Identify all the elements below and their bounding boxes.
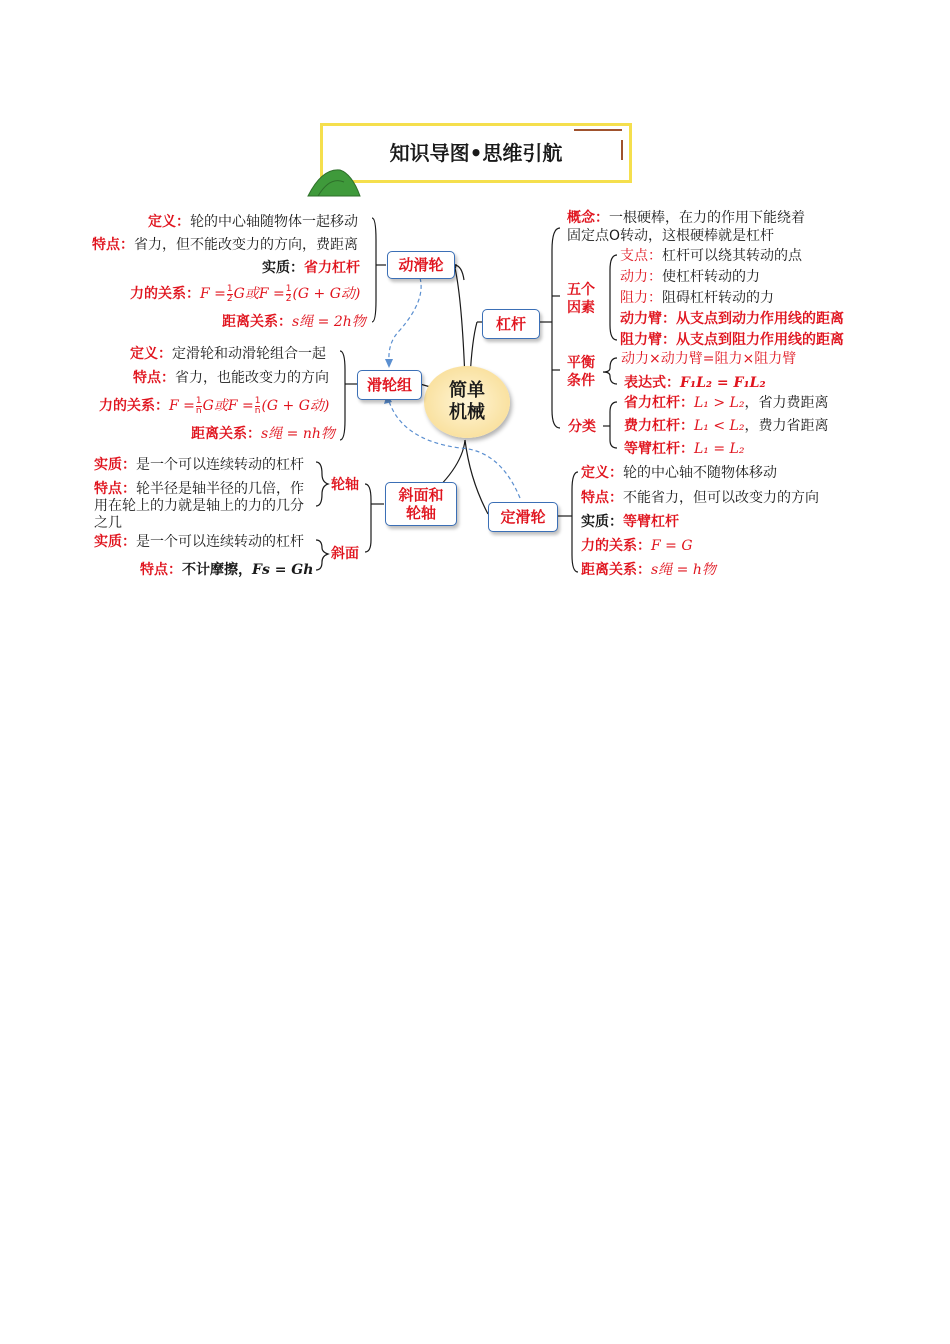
gg-expr-label: 表达式： xyxy=(624,375,680,391)
dong-force-tail: (G + G动) xyxy=(292,286,361,302)
ding-feat-row xyxy=(581,489,819,507)
gg-c1-label: 省力杠杆： xyxy=(624,395,694,411)
xm-ess-text: 是一个可以连续转动的杠杆 xyxy=(136,534,304,550)
node-ding-hua-lun: 定滑轮 xyxy=(488,502,558,532)
ding-ess-text: 等臂杠杆 xyxy=(623,514,679,530)
gg-class-label: 分类 xyxy=(568,419,596,435)
lz-ess-row xyxy=(94,456,304,474)
ding-force-text: F = G xyxy=(651,538,693,554)
lz-feat-row xyxy=(94,480,304,498)
ding-dist-text: s绳 = h物 xyxy=(651,562,716,578)
huazu-dist-row xyxy=(191,425,335,443)
xm-ess-row xyxy=(94,533,304,551)
dong-def-text: 轮的中心轴随物体一起移动 xyxy=(190,214,358,230)
dong-force-g: G或F = xyxy=(233,286,285,302)
huazu-force-row xyxy=(99,393,329,419)
node-xie-mian-line1: 斜面和 xyxy=(398,486,444,504)
gg-f2-text: 使杠杆转动的力 xyxy=(662,269,760,285)
huazu-def-text: 定滑轮和动滑轮组合一起 xyxy=(172,346,326,362)
gg-expr-row xyxy=(624,374,766,392)
huazu-frac-den: n xyxy=(195,405,202,416)
xm-feat-text: 不计摩擦， xyxy=(182,562,252,578)
lz-feat-text1: 轮半径是轴半径的几倍，作 xyxy=(136,481,304,497)
gg-c2-label: 费力杠杆： xyxy=(624,418,694,434)
huazu-frac-2 xyxy=(255,397,261,416)
huazu-dist-text: s绳 = nh物 xyxy=(261,426,335,442)
gg-f2-row xyxy=(620,268,760,286)
gg-c3-row xyxy=(624,440,744,458)
gg-c2-text: ，费力省距离 xyxy=(744,418,829,434)
huazu-def-label: 定义： xyxy=(130,346,172,362)
lz-feat-label: 特点： xyxy=(94,481,136,497)
huazu-feat-row xyxy=(133,369,329,387)
gg-f4-text: 从支点到动力作用线的距离 xyxy=(676,311,844,327)
ding-force-label: 力的关系： xyxy=(581,538,651,554)
gg-bal-1: 平衡 xyxy=(567,355,595,371)
dong-dist-label: 距离关系： xyxy=(222,314,292,330)
node-xie-mian-line2: 轮轴 xyxy=(405,504,436,522)
lz-ess-label: 实质： xyxy=(94,457,136,473)
gg-f4-label: 动力臂： xyxy=(620,311,676,327)
ding-feat-text: 不能省力，但可以改变力的方向 xyxy=(623,490,819,506)
gg-c1-row xyxy=(624,394,828,412)
title-text: 知识导图•思维引航 xyxy=(389,141,563,165)
huazu-force-f: F = xyxy=(169,398,195,414)
huazu-frac-num: 1 xyxy=(195,395,202,406)
huazu-frac2-num: 1 xyxy=(254,395,261,406)
lz-ess-text: 是一个可以连续转动的杠杆 xyxy=(136,457,304,473)
gg-f5-row xyxy=(620,331,844,349)
gg-concept-text1: 一根硬棒，在力的作用下能绕着 xyxy=(609,210,805,226)
dong-force-label: 力的关系： xyxy=(130,286,200,302)
gg-balance xyxy=(567,354,595,390)
dong-def-row xyxy=(148,213,358,231)
lun-zhou-label: 轮轴 xyxy=(331,477,359,493)
dong-def-label: 定义： xyxy=(148,214,190,230)
gg-five-1: 五个 xyxy=(567,282,595,298)
ding-def-text: 轮的中心轴不随物体移动 xyxy=(623,465,777,481)
gg-five-2: 因素 xyxy=(567,300,595,316)
gg-bal-2: 条件 xyxy=(567,373,595,389)
huazu-force-g: G或F = xyxy=(202,398,254,414)
dong-ess-text: 省力杠杆 xyxy=(304,260,360,276)
gg-five-factors xyxy=(567,281,595,317)
center-line1: 简单 xyxy=(449,380,485,401)
mountain-icon xyxy=(308,170,360,196)
gg-concept-row xyxy=(567,209,805,227)
dong-frac xyxy=(227,285,233,304)
huazu-def-row xyxy=(130,345,326,363)
ding-dist-label: 距离关系： xyxy=(581,562,651,578)
gg-c1-text: ，省力费距离 xyxy=(744,395,829,411)
gg-f1-label: 支点： xyxy=(620,248,662,264)
ding-ess-row xyxy=(581,513,679,531)
xm-ess-label: 实质： xyxy=(94,534,136,550)
dong-ess-row xyxy=(262,259,360,277)
gg-f3-label: 阻力： xyxy=(620,290,662,306)
gg-concept-label: 概念： xyxy=(567,210,609,226)
huazu-force-label: 力的关系： xyxy=(99,398,169,414)
title-ornament xyxy=(574,130,622,160)
lz-feat-row2: 用在轮上的力就是轴上的力的几分 xyxy=(94,498,304,514)
xm-feat-row xyxy=(140,561,313,579)
dong-frac-num: 1 xyxy=(226,283,233,294)
gg-c2-row xyxy=(624,417,828,435)
gg-bal-text: 动力×动力臂=阻力×阻力臂 xyxy=(621,351,797,367)
dong-frac-den: 2 xyxy=(226,293,233,304)
ding-def-label: 定义： xyxy=(581,465,623,481)
gg-c2-formula: L₁ < L₂ xyxy=(694,418,745,434)
dong-dist-text: s绳 = 2h物 xyxy=(292,314,366,330)
gg-expr-text: F₁L₂ = F₁L₂ xyxy=(680,375,766,391)
ding-feat-label: 特点： xyxy=(581,490,623,506)
dong-force-f: F = xyxy=(200,286,226,302)
dong-feat-label: 特点： xyxy=(92,237,134,253)
gg-c1-formula: L₁ > L₂ xyxy=(694,395,745,411)
node-xie-mian-lun-zhou xyxy=(385,482,457,526)
huazu-frac2-den: n xyxy=(254,405,261,416)
gg-f1-row xyxy=(620,247,802,265)
gg-f5-text: 从支点到阻力作用线的距离 xyxy=(676,332,844,348)
node-dong-hua-lun: 动滑轮 xyxy=(387,251,455,279)
gg-f3-row xyxy=(620,289,774,307)
lz-feat-row3: 之几 xyxy=(94,515,122,531)
node-gang-gan: 杠杆 xyxy=(482,309,540,339)
xm-formula: Fs = Gh xyxy=(252,562,314,578)
gg-c3-label: 等臂杠杆： xyxy=(624,441,694,457)
dong-ess-label: 实质： xyxy=(262,260,304,276)
ding-def-row xyxy=(581,464,777,482)
gg-f2-label: 动力： xyxy=(620,269,662,285)
gg-c3-formula: L₁ = L₂ xyxy=(694,441,745,457)
ding-dist-row xyxy=(581,561,716,579)
center-line2: 机械 xyxy=(449,402,485,423)
dong-frac2-num: 1 xyxy=(285,283,292,294)
dong-frac-2 xyxy=(286,285,292,304)
node-hua-lun-zu: 滑轮组 xyxy=(357,370,422,400)
huazu-frac xyxy=(196,397,202,416)
dong-feat-text: 省力，但不能改变力的方向，费距离 xyxy=(134,237,358,253)
huazu-dist-label: 距离关系： xyxy=(191,426,261,442)
gg-concept-row2: 固定点O转动，这根硬棒就是杠杆 xyxy=(567,228,775,244)
dong-dist-row xyxy=(222,313,366,331)
dong-feat-row xyxy=(92,236,358,254)
gg-f1-text: 杠杆可以绕其转动的点 xyxy=(662,248,802,264)
xie-mian-label: 斜面 xyxy=(331,546,359,562)
huazu-feat-label: 特点： xyxy=(133,370,175,386)
dong-force-row xyxy=(130,281,360,307)
gg-f5-label: 阻力臂： xyxy=(620,332,676,348)
ding-force-row xyxy=(581,537,693,555)
ding-ess-label: 实质： xyxy=(581,514,623,530)
xm-feat-label: 特点： xyxy=(140,562,182,578)
huazu-feat-text: 省力，也能改变力的方向 xyxy=(175,370,329,386)
dong-frac2-den: 2 xyxy=(285,293,292,304)
gg-f4-row xyxy=(620,310,844,328)
gg-f3-text: 阻碍杠杆转动的力 xyxy=(662,290,774,306)
huazu-force-tail: (G + G动) xyxy=(261,398,330,414)
center-node xyxy=(424,366,510,438)
